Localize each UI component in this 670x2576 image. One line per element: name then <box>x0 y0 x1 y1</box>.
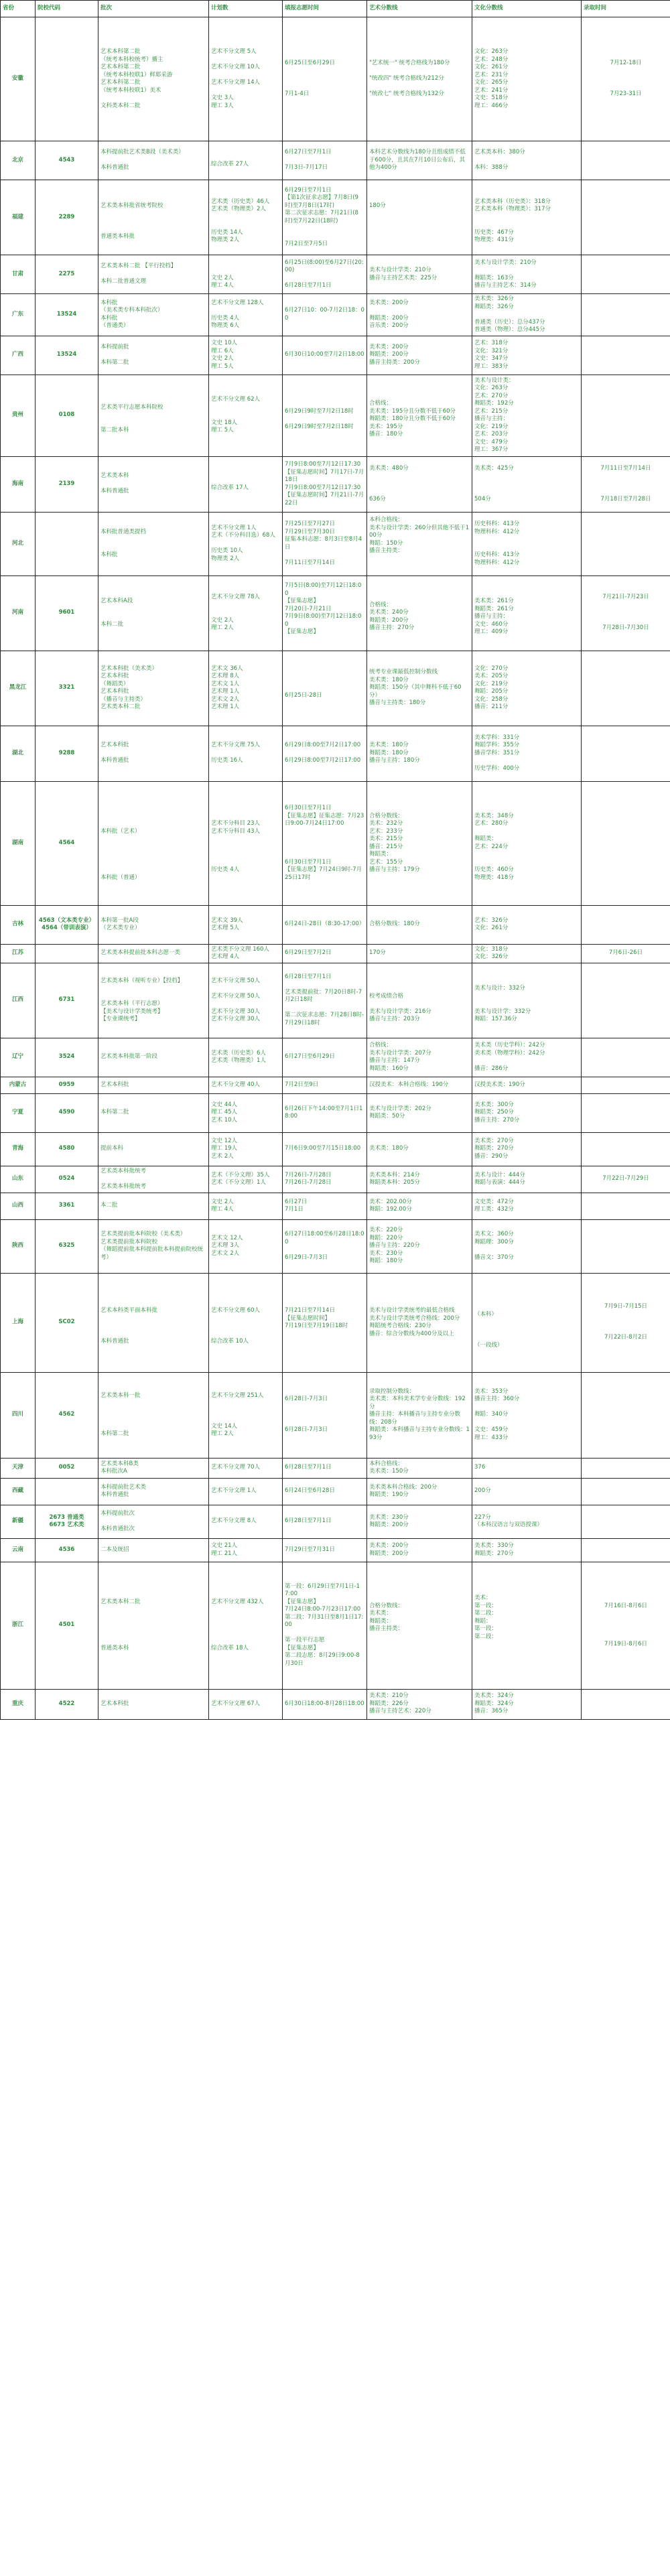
art-score-cell: 校考成绩合格 美术与设计学类：216分 播音与主持：203分 <box>367 963 472 1038</box>
batch-cell: 本科提前批 本科第二批 <box>98 336 209 375</box>
table-body <box>1 17 670 1720</box>
batch-cell: 本科批普通类提档 本科批 <box>98 512 209 575</box>
batch-cell: 艺术本科批 本科普通批 <box>98 726 209 781</box>
batch-cell: 艺术类本科二批 【平行投档】 本科二批普通文理 <box>98 255 209 294</box>
batch-cell: 艺术类本科批省统考院校 普通类本科批 <box>98 180 209 255</box>
province-cell: 江苏 <box>1 944 36 963</box>
apply-time-cell: 7月29日至7月31日 <box>283 1538 367 1562</box>
apply-time-cell: 6月30日至7月1日 【征集志愿】征集志愿：7月23日9:00-7月24日17:00 6月30日至7月1日 【征集志愿】7月24日9时-7月25日17时 <box>283 781 367 905</box>
admission-time-cell <box>582 375 670 456</box>
school-code-cell <box>36 1478 98 1505</box>
province-cell: 云南 <box>1 1538 36 1562</box>
culture-score-cell: 文史类：472分 理工类：432分 <box>472 1193 582 1219</box>
province-cell: 安徽 <box>1 17 36 141</box>
art-score-cell: 美术：202.00分 舞蹈：192.00分 <box>367 1193 472 1219</box>
admission-time-cell <box>582 905 670 944</box>
art-score-cell: 美术类：200分 舞蹈类：200分 播音主持类：200分 <box>367 336 472 375</box>
art-score-cell: 美术类：200分 舞蹈类：200分 音乐类：200分 <box>367 294 472 336</box>
admission-time-cell: 7月6日-26日 <box>582 944 670 963</box>
province-cell: 吉林 <box>1 905 36 944</box>
plan-cell: 艺术不分文理 75人 历史类 16人 <box>209 726 283 781</box>
apply-time-cell: 6月27日至6月29日 <box>283 1038 367 1077</box>
art-score-cell: 美术与设计学类：202分 舞蹈类：50分 <box>367 1093 472 1132</box>
batch-cell: 本科第一批A段 （艺术类专业） <box>98 905 209 944</box>
admission-time-cell <box>582 255 670 294</box>
plan-cell: 艺术不分文理 1人 艺术（不分科目选）68人 历史类 10人 物理类 2人 <box>209 512 283 575</box>
culture-score-cell: 美术与设计学类：210分 舞蹈类：163分 播音与主持艺术：314分 <box>472 255 582 294</box>
culture-score-cell: 376 <box>472 1458 582 1478</box>
school-code-cell <box>36 944 98 963</box>
header-row <box>1 1 670 17</box>
admission-time-cell: 7月21日-7月23日 7月28日-7月30日 <box>582 575 670 651</box>
school-code-cell: 4562 <box>36 1372 98 1458</box>
plan-cell: 文史 12人 理工 19人 艺术 2人 <box>209 1132 283 1166</box>
table-row <box>1 1372 670 1458</box>
table-row <box>1 1538 670 1562</box>
province-cell: 山东 <box>1 1166 36 1193</box>
table-row <box>1 1505 670 1538</box>
culture-score-cell: （本科） （一段线） <box>472 1273 582 1372</box>
art-score-cell: 美术类：200分 舞蹈类：200分 <box>367 1538 472 1562</box>
admission-time-cell <box>582 963 670 1038</box>
culture-score-cell: 艺术：318分 文化：321分 文史：347分 理工：383分 <box>472 336 582 375</box>
school-code-cell: 0108 <box>36 375 98 456</box>
table-row <box>1 1458 670 1478</box>
apply-time-cell: 6月28日至7月1日 <box>283 1505 367 1538</box>
header-province: 省份 <box>1 1 36 17</box>
art-score-cell: 美术类：180分 <box>367 1132 472 1166</box>
school-code-cell: 4580 <box>36 1132 98 1166</box>
batch-cell: 艺术本科第二批 （统考本科校统考）播主 艺术本科第二批 （统考本科校联1）鲜耶采游 艺术本科第二批 （统考本科校联1）美术 文科类本科二批 <box>98 17 209 141</box>
plan-cell: 艺术不分文理 60人 综合改革 10人 <box>209 1273 283 1372</box>
school-code-cell: SC02 <box>36 1273 98 1372</box>
province-cell: 北京 <box>1 141 36 180</box>
art-score-cell: 合格线： 美术与设计学类：207分 播音与主持：147分 舞蹈类：160分 <box>367 1038 472 1077</box>
school-code-cell: 0052 <box>36 1458 98 1478</box>
province-cell: 江西 <box>1 963 36 1038</box>
province-cell: 广东 <box>1 294 36 336</box>
school-code-cell: 9601 <box>36 575 98 651</box>
apply-time-cell: 6月29日至7月2日 <box>283 944 367 963</box>
apply-time-cell: 7月25日至7月27日 7月29日至7月30日 征集本科志愿：8月3日至8月4日 7月11日至7月14日 <box>283 512 367 575</box>
plan-cell: 艺术不分文理 40人 <box>209 1077 283 1093</box>
table-row <box>1 1166 670 1193</box>
province-cell: 青海 <box>1 1132 36 1166</box>
batch-cell: 艺术类本科批统考 艺术类本科批统考 <box>98 1166 209 1193</box>
table-row <box>1 1038 670 1077</box>
plan-cell: 艺术类（历史类）6人 艺术类（物理类）1人 <box>209 1038 283 1077</box>
school-code-cell: 2289 <box>36 180 98 255</box>
batch-cell: 本科提前批次 本科普通批次 <box>98 1505 209 1538</box>
school-code-cell: 13524 <box>36 336 98 375</box>
province-cell: 河北 <box>1 512 36 575</box>
culture-score-cell: 艺术：326分 文化：261分 <box>472 905 582 944</box>
admission-time-cell <box>582 1193 670 1219</box>
province-cell: 甘肃 <box>1 255 36 294</box>
plan-cell: 艺术文 36人 艺术理 8人 艺术文 1人 艺术理 1人 艺术文 2人 艺术理 1人 <box>209 651 283 726</box>
batch-cell: 艺术类平行志愿本科院校 第二批本科 <box>98 375 209 456</box>
table-row <box>1 456 670 512</box>
school-code-cell: 4522 <box>36 1689 98 1719</box>
culture-score-cell: 美术与设计：332分 美术与设计学：332分 舞蹈：157.36分 <box>472 963 582 1038</box>
province-cell: 新疆 <box>1 1505 36 1538</box>
plan-cell: 艺术文 12人 艺术理 3人 艺术文 2人 <box>209 1219 283 1273</box>
culture-score-cell: 美术： 第一段： 第二段： 舞蹈： 第一段： 第二段： <box>472 1562 582 1689</box>
admission-time-cell: 7月11日至7月14日 7月18日至7月28日 <box>582 456 670 512</box>
apply-time-cell: 6月27日10：00-7月2日18：00 <box>283 294 367 336</box>
province-cell: 上海 <box>1 1273 36 1372</box>
admission-time-cell <box>582 141 670 180</box>
culture-score-cell: 200分 <box>472 1478 582 1505</box>
table-row <box>1 1562 670 1689</box>
art-score-cell: 美术类：180分 舞蹈类：180分 播音与主持：180分 <box>367 726 472 781</box>
header-art-score: 艺术分数线 <box>367 1 472 17</box>
admission-time-cell <box>582 1132 670 1166</box>
batch-cell: 本科批（艺术） 本科批（普通） <box>98 781 209 905</box>
apply-time-cell: 6月27日18:00至6月28日18:00 6月29日-7月3日 <box>283 1219 367 1273</box>
apply-time-cell: 6月25日(8:00)至6月27日(20:00) 6月28日至7月1日 <box>283 255 367 294</box>
province-cell: 海南 <box>1 456 36 512</box>
apply-time-cell: 6月25日至6月29日 7月1-4日 <box>283 17 367 141</box>
apply-time-cell: 7月5日(8:00)至7月12日18:00 【征集志愿】 7月20日-7月21日 7月9日(8:00)至7月12日18:00 【征集志愿】 <box>283 575 367 651</box>
culture-score-cell: 文化：263分 艺术：248分 文化：261分 艺术：231分 文化：265分 艺术：241分 文史：518分 理工：466分 <box>472 17 582 141</box>
table-row <box>1 1478 670 1505</box>
table-row <box>1 963 670 1038</box>
admission-time-cell <box>582 294 670 336</box>
apply-time-cell: 7月6日9:00至7月15日18:00 <box>283 1132 367 1166</box>
plan-cell: 艺术不分文理 50人 艺术不分文理 50人 艺术不分文理 30人 艺术不分文理 30人 <box>209 963 283 1038</box>
apply-time-cell: 6月25日-28日 <box>283 651 367 726</box>
art-score-cell: 合格线： 美术类：195分且分数不低于60分 舞蹈类：180分且分数不低于60分 美术：195分 播音：180分 <box>367 375 472 456</box>
school-code-cell <box>36 512 98 575</box>
plan-cell: 综合改革 27人 <box>209 141 283 180</box>
admission-time-cell <box>582 1458 670 1478</box>
admission-time-cell <box>582 1478 670 1505</box>
admission-time-cell <box>582 512 670 575</box>
table-row <box>1 375 670 456</box>
admission-time-cell: 7月12-18日 7月23-31日 <box>582 17 670 141</box>
batch-cell: 艺术类本科B类 本科批次A <box>98 1458 209 1478</box>
school-code-cell: 3524 <box>36 1038 98 1077</box>
art-score-cell: "艺术统一" 统考合格线为180分 "统改四" 统考合格线为212分 "统改七" 统考合格线为132分 <box>367 17 472 141</box>
batch-cell: 艺术本科类平面本科批 本科普通批 <box>98 1273 209 1372</box>
admission-time-cell <box>582 1689 670 1719</box>
plan-cell: 艺术不分文理 5人 艺术不分文理 10人 艺术不分文理 14人 文史 3人 理工 3人 <box>209 17 283 141</box>
batch-cell: 提前本科 <box>98 1132 209 1166</box>
art-score-cell: 美术：220分 舞蹈：220分 播音与主持：220分 美术：230分 舞蹈：180分 <box>367 1219 472 1273</box>
admission-time-cell <box>582 1093 670 1132</box>
table-row <box>1 905 670 944</box>
school-code-cell: 4563（文本类专业） 4564（带训表演） <box>36 905 98 944</box>
art-score-cell: 本科合格线： 美术与设计学类：260分但其他不低于100分 舞蹈：150分 播音主持类： <box>367 512 472 575</box>
table-row <box>1 575 670 651</box>
table-row <box>1 180 670 255</box>
batch-cell: 艺术本科A段 本科二批 <box>98 575 209 651</box>
admission-time-cell <box>582 1505 670 1538</box>
batch-cell: 本二批 <box>98 1193 209 1219</box>
plan-cell: 艺术不分文理 67人 <box>209 1689 283 1719</box>
school-code-cell: 3321 <box>36 651 98 726</box>
plan-cell: 文史 2人 理工 4人 <box>209 1193 283 1219</box>
province-cell: 辽宁 <box>1 1038 36 1077</box>
art-score-cell: 本科艺术分数线为180分且组成绩不低于600分，且其在7月10日公布后，其他为400分 <box>367 141 472 180</box>
apply-time-cell: 6月24日-28日（8:30-17:00） <box>283 905 367 944</box>
table-row <box>1 651 670 726</box>
apply-time-cell: 6月29日至7月1日 【第1次征求志愿】7月8日(9时)至7月8日(17时) 第二次征求志愿：7月21日(8时)至7月22日(18时) 7月2日至7月5日 <box>283 180 367 255</box>
header-culture-score: 文化分数线 <box>472 1 582 17</box>
admission-time-cell <box>582 1372 670 1458</box>
culture-score-cell: 美术类：348分 艺术：280分 舞蹈类： 艺术：224分 历史类：460分 物理类：418分 <box>472 781 582 905</box>
school-code-cell: 4564 <box>36 781 98 905</box>
table-row <box>1 255 670 294</box>
school-code-cell <box>36 17 98 141</box>
apply-time-cell: 6月28日至7月1日 艺术类提前批：7月20日8时-7月2日18时 第二次征求志愿：7月28日8时-7月29日18时 <box>283 963 367 1038</box>
culture-score-cell: 美术类：425分 504分 <box>472 456 582 512</box>
culture-score-cell: 美术类：330分 舞蹈类：270分 <box>472 1538 582 1562</box>
table-row <box>1 726 670 781</box>
school-code-cell: 2139 <box>36 456 98 512</box>
admission-time-cell <box>582 1038 670 1077</box>
province-cell: 天津 <box>1 1458 36 1478</box>
art-score-cell: 美术类本科合格线：200分 舞蹈类：190分 <box>367 1478 472 1505</box>
header-school-code: 院校代码 <box>36 1 98 17</box>
plan-cell: 艺术类不分文理 160人 艺术理 4人 <box>209 944 283 963</box>
plan-cell: 文史 21人 理工 21人 <box>209 1538 283 1562</box>
school-code-cell: 6731 <box>36 963 98 1038</box>
culture-score-cell: 美术与设计类： 文化：263分 艺术：270分 舞蹈类：192分 艺术：215分 播音与主持： 文化：219分 艺术：203分 文史：479分 理工：367分 <box>472 375 582 456</box>
batch-cell: 艺术本科批 <box>98 1689 209 1719</box>
apply-time-cell: 6月30日10:00至7月2日18:00 <box>283 336 367 375</box>
culture-score-cell: 文化：270分 美术：205分 文化：219分 舞蹈：205分 文化：258分 播音：211分 <box>472 651 582 726</box>
admission-time-cell <box>582 1538 670 1562</box>
province-cell: 浙江 <box>1 1562 36 1689</box>
art-score-cell: 合格分数线： 美术：232分 艺术：233分 美术：215分 播音：215分 舞蹈类： 艺术：155分 播音与主持：179分 <box>367 781 472 905</box>
apply-time-cell: 6月27日至7月1日 7月3日-7月17日 <box>283 141 367 180</box>
admission-time-cell: 7月16日-8月6日 7月19日-8月6日 <box>582 1562 670 1689</box>
art-score-cell: 170分 <box>367 944 472 963</box>
culture-score-cell: 227分 （本科汉语言与双语授课） <box>472 1505 582 1538</box>
plan-cell: 文史 44人 理工 45人 艺术 10人 <box>209 1093 283 1132</box>
plan-cell: 综合改革 17人 <box>209 456 283 512</box>
admission-time-cell <box>582 651 670 726</box>
header-plan: 计划数 <box>209 1 283 17</box>
admission-time-cell <box>582 336 670 375</box>
batch-cell: 艺术类本科（视听专业）【投档】 艺术类本科（平行志愿） 【美术与设计学类统考】 【专业课统考】 <box>98 963 209 1038</box>
table-row <box>1 1077 670 1093</box>
apply-time-cell: 7月2日至9日 <box>283 1077 367 1093</box>
plan-cell: 艺术不分科目 23人 艺术不分科目 43人 历史类 4人 <box>209 781 283 905</box>
province-cell: 重庆 <box>1 1689 36 1719</box>
batch-cell: 艺术类本科一批 本科第二批 <box>98 1372 209 1458</box>
batch-cell: 本科第二批 <box>98 1093 209 1132</box>
admission-time-cell <box>582 781 670 905</box>
culture-score-cell: 文化：318分 文化：326分 <box>472 944 582 963</box>
apply-time-cell: 6月29日8:00至7月2日17:00 6月29日8:00至7月2日17:00 <box>283 726 367 781</box>
culture-score-cell: 美术类：270分 舞蹈类：270分 播音：290分 <box>472 1132 582 1166</box>
culture-score-cell: 美术：353分 播音主持：360分 舞蹈：340分 文史：459分 理工：433分 <box>472 1372 582 1458</box>
apply-time-cell: 6月30日18:00-8月28日18:00 <box>283 1689 367 1719</box>
art-score-cell: 合格分数线： 美术类： 舞蹈类： 播音主持类： <box>367 1562 472 1689</box>
table-row <box>1 17 670 141</box>
table-row <box>1 336 670 375</box>
art-score-cell: 汉授美术：本科合格线：190分 <box>367 1077 472 1093</box>
province-cell: 宁夏 <box>1 1093 36 1132</box>
art-score-cell: 录取控制分数线： 美术类：本科美术学专业分数线：192分 播音主持：本科播音与主持专业分数线：208分 舞蹈类：本科播音与主持专业分数线：193分 <box>367 1372 472 1458</box>
admission-time-cell <box>582 1077 670 1093</box>
art-score-cell: 统考专业课最低控制分数线 美术类：180分 舞蹈类：150分（其中舞科不低于60分） 播音与主持类：180分 <box>367 651 472 726</box>
apply-time-cell: 6月26日下午14:00至7月1日18:00 <box>283 1093 367 1132</box>
apply-time-cell: 6月28日-7月3日 6月28日-7月3日 <box>283 1372 367 1458</box>
apply-time-cell: 第一段：6月29日至7月1日-17:00 【征集志愿】 7月24日8:00-7月23日17:00 第二段：7月31日至8月1日17:00 第一段平行志愿 【征集志愿】 第二段志愿：8月29日9:00-8月30日 <box>283 1562 367 1689</box>
plan-cell: 艺术文 39人 艺术理 5人 <box>209 905 283 944</box>
apply-time-cell: 7月26日-7月28日 7月26日-7月28日 <box>283 1166 367 1193</box>
school-code-cell: 0959 <box>36 1077 98 1093</box>
art-score-cell: 180分 <box>367 180 472 255</box>
province-cell: 四川 <box>1 1372 36 1458</box>
table-row <box>1 1132 670 1166</box>
admission-time-cell <box>582 726 670 781</box>
art-score-cell: 合格线： 美术类：240分 舞蹈类：200分 播音主持：270分 <box>367 575 472 651</box>
province-cell: 福建 <box>1 180 36 255</box>
table-row <box>1 512 670 575</box>
art-score-cell: 美术与设计学类统考的最低合格线 美术与设计学类统考合格线：200分 舞蹈统考合格线：230分 播音：综合分数线为400分及以上 <box>367 1273 472 1372</box>
plan-cell: 艺术不分文理 78人 文史 2人 理工 2人 <box>209 575 283 651</box>
school-code-cell: 4501 <box>36 1562 98 1689</box>
header-admission-time: 录取时间 <box>582 1 670 17</box>
table-row <box>1 944 670 963</box>
table-row <box>1 294 670 336</box>
school-code-cell: 4590 <box>36 1093 98 1132</box>
admission-time-cell: 7月22日-7月29日 <box>582 1166 670 1193</box>
plan-cell: 文史 10人 理工 6人 文史 2人 理工 5人 <box>209 336 283 375</box>
school-code-cell: 0524 <box>36 1166 98 1193</box>
table-row <box>1 141 670 180</box>
batch-cell: 艺术类本科提前批本科志愿一类 <box>98 944 209 963</box>
table-row <box>1 781 670 905</box>
province-cell: 山西 <box>1 1193 36 1219</box>
culture-score-cell: 美术类：324分 舞蹈类：324分 播音：365分 <box>472 1689 582 1719</box>
province-cell: 黑龙江 <box>1 651 36 726</box>
school-code-cell: 4543 <box>36 141 98 180</box>
table-row <box>1 1689 670 1719</box>
header-batch: 批次 <box>98 1 209 17</box>
school-code-cell: 2275 <box>36 255 98 294</box>
school-code-cell: 6325 <box>36 1219 98 1273</box>
school-code-cell: 13524 <box>36 294 98 336</box>
school-code-cell: 2673 普通类 6673 艺术类 <box>36 1505 98 1538</box>
culture-score-cell: 艺术类本科（历史类）：318分 艺术类本科（物理类）：317分 历史类：467分 物理类：431分 <box>472 180 582 255</box>
province-cell: 湖南 <box>1 781 36 905</box>
apply-time-cell: 7月9日8:00至7月12日17:30 【征集志愿时间】7月17日-7月18日 7月9日8:00至7月12日17:30 【征集志愿时间】7月21日-7月22日 <box>283 456 367 512</box>
art-score-cell: 美术类：230分 舞蹈类：200分 <box>367 1505 472 1538</box>
batch-cell: 艺术类本科 本科普通批 <box>98 456 209 512</box>
art-score-cell: 合格分数线：180分 <box>367 905 472 944</box>
admission-time-cell <box>582 1219 670 1273</box>
batch-cell: 本科提前批艺术类 本科普通批 <box>98 1478 209 1505</box>
plan-cell: 艺术不分文理 128人 历史类 4人 物理类 6人 <box>209 294 283 336</box>
culture-score-cell: 艺术类本科：380分 本科：388分 <box>472 141 582 180</box>
school-code-cell: 9288 <box>36 726 98 781</box>
admission-time-cell <box>582 180 670 255</box>
culture-score-cell: 美术学科：331分 舞蹈学科：355分 播音学科：351分 历史学科：400分 <box>472 726 582 781</box>
province-cell: 广西 <box>1 336 36 375</box>
school-code-cell: 3361 <box>36 1193 98 1219</box>
batch-cell: 艺术本科批（美术类） 艺术本科批 （舞蹈类） 艺术本科批 （播音与主持类） 艺术类本科二批 <box>98 651 209 726</box>
province-cell: 贵州 <box>1 375 36 456</box>
plan-cell: 艺术不分文理 1人 <box>209 1478 283 1505</box>
art-score-cell: 本科合格线： 美术类：150分 <box>367 1458 472 1478</box>
batch-cell: 艺术类本科批第一阶段 <box>98 1038 209 1077</box>
batch-cell: 本科批 （美术类专科本科批次） 本科批 （普通类） <box>98 294 209 336</box>
art-score-cell: 美术类：210分 舞蹈类：226分 播音与主持艺术：220分 <box>367 1689 472 1719</box>
culture-score-cell: 美术类：300分 舞蹈类：250分 播音主持：270分 <box>472 1093 582 1132</box>
plan-cell: 艺术不分文理 432人 综合改革 18人 <box>209 1562 283 1689</box>
plan-cell: 艺术类（历史类）46人 艺术类（物理类）2人 历史类 14人 物理类 2人 <box>209 180 283 255</box>
plan-cell: 艺术（不分文理）35人 艺术（不分文理）1人 <box>209 1166 283 1193</box>
art-score-cell: 美术类本科：214分 舞蹈类本科：205分 <box>367 1166 472 1193</box>
province-cell: 河南 <box>1 575 36 651</box>
plan-cell: 文史 2人 理工 4人 <box>209 255 283 294</box>
school-code-cell: 4536 <box>36 1538 98 1562</box>
apply-time-cell: 7月21日至7月14日 【征集志愿时间】 7月19日至7月19日18时 <box>283 1273 367 1372</box>
culture-score-cell: 汉授美术类：190分 <box>472 1077 582 1093</box>
plan-cell: 艺术不分文理 8人 <box>209 1505 283 1538</box>
table-row <box>1 1193 670 1219</box>
plan-cell: 艺术不分文理 70人 <box>209 1458 283 1478</box>
apply-time-cell: 6月24日至6月28日 <box>283 1478 367 1505</box>
batch-cell: 二本及统招 <box>98 1538 209 1562</box>
culture-score-cell: 美术与设计：444分 舞蹈与表演：444分 <box>472 1166 582 1193</box>
culture-score-cell: 美术类：326分 舞蹈类：326分 普通类（历史）：总分437分 普通类（物理）：总分445分 <box>472 294 582 336</box>
plan-cell: 艺术不分文理 62人 文史 18人 理工 5人 <box>209 375 283 456</box>
batch-cell: 艺术类本科二批 普通类本科 <box>98 1562 209 1689</box>
province-cell: 西藏 <box>1 1478 36 1505</box>
culture-score-cell: 美术类：261分 舞蹈类：261分 播音与主持： 文史：460分 理工：409分 <box>472 575 582 651</box>
art-score-cell: 美术与设计学类：210分 播音与主持艺术类：225分 <box>367 255 472 294</box>
apply-time-cell: 6月27日 7月1日 <box>283 1193 367 1219</box>
admission-time-cell: 7月9日-7月15日 7月22日-8月2日 <box>582 1273 670 1372</box>
batch-cell: 艺术类提前批本科院校（美术类） 艺术类提前批本科院校 （舞蹈提前批本科提前批本科提前院校统考） <box>98 1219 209 1273</box>
header-apply-time: 填报志愿时间 <box>283 1 367 17</box>
province-cell: 内蒙古 <box>1 1077 36 1093</box>
batch-cell: 本科提前批艺术类B段（美术类） 本科普通批 <box>98 141 209 180</box>
plan-cell: 艺术不分文理 251人 文史 14人 理工 2人 <box>209 1372 283 1458</box>
province-cell: 陕西 <box>1 1219 36 1273</box>
batch-cell: 艺术本科批 <box>98 1077 209 1093</box>
apply-time-cell: 6月28日至7月1日 <box>283 1458 367 1478</box>
culture-score-cell: 历史科科：413分 物理科科：412分 历史科科：413分 物理科科：412分 <box>472 512 582 575</box>
art-score-cell: 美术类：480分 636分 <box>367 456 472 512</box>
culture-score-cell: 美术文：360分 舞蹈理：300分 播音文：370分 <box>472 1219 582 1273</box>
apply-time-cell: 6月29日9时至7月2日18时 6月29日9时至7月2日18时 <box>283 375 367 456</box>
culture-score-cell: 美术类（历史学科）：242分 美术类（物理学科）：242分 播音：286分 <box>472 1038 582 1077</box>
province-cell: 湖北 <box>1 726 36 781</box>
table-row <box>1 1093 670 1132</box>
table-row <box>1 1219 670 1273</box>
table-row <box>1 1273 670 1372</box>
